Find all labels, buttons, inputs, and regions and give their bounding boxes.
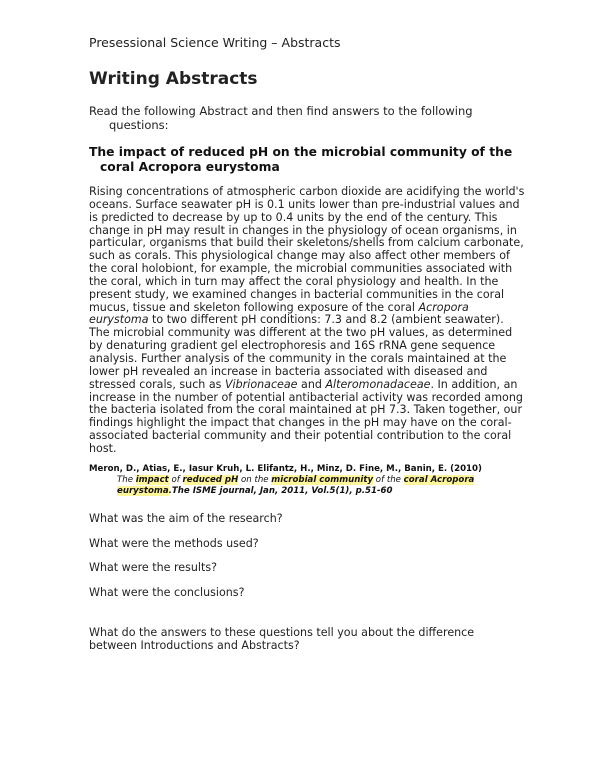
final-question bbox=[89, 626, 513, 652]
citation-text: of bbox=[168, 475, 183, 485]
abstract-text: mucus, tissue and skeleton following exposure of the coral bbox=[89, 300, 419, 314]
abstract-text: stressed corals, such as bbox=[89, 377, 225, 391]
reference-citation-line-1 bbox=[89, 475, 519, 486]
question-aim: What was the aim of the research? bbox=[89, 512, 283, 525]
family-name: Alteromonadaceae bbox=[325, 377, 431, 391]
abstract-title bbox=[89, 145, 513, 174]
instructions-line-2: questions: bbox=[109, 118, 169, 132]
abstract-text: to two different pH conditions: 7.3 and 8.2 (ambient seawater). bbox=[148, 313, 504, 327]
species-name: Acropora bbox=[418, 300, 469, 314]
abstract-text: . In addition, an bbox=[430, 377, 518, 391]
reference-authors: Meron, D., Atias, E., Iasur Kruh, L. Elifantz, H., Minz, D. Fine, M., Banin, E. (2010) bbox=[89, 464, 482, 474]
running-header: Presessional Science Writing – Abstracts bbox=[89, 35, 341, 50]
abstract-body bbox=[89, 185, 525, 456]
abstract-title-line-1: The impact of reduced pH on the microbial community of the bbox=[89, 145, 513, 159]
family-name: Vibrionaceae bbox=[224, 377, 298, 391]
citation-text: on the bbox=[238, 475, 272, 485]
abstract-line: is predicted to decrease by up to 0.4 units by the end of the century. This bbox=[89, 210, 498, 224]
citation-text: of the bbox=[373, 475, 404, 485]
question-conclusions: What were the conclusions? bbox=[89, 586, 245, 599]
abstract-line: the bacteria isolated from the coral maintained at pH 7.3. Taken together, our bbox=[89, 403, 523, 417]
highlighted-keyword: eurystoma bbox=[117, 486, 169, 496]
abstract-line: host. bbox=[89, 441, 117, 455]
species-name: eurystoma bbox=[89, 313, 149, 327]
highlighted-keyword: coral Acropora bbox=[403, 475, 475, 485]
abstract-line: the coral holobiont, for example, the microbial communities associated with bbox=[89, 262, 513, 276]
abstract-line: The microbial community was different at the two pH values, as determined bbox=[89, 326, 513, 340]
citation-journal: .The ISME journal, Jan, 2011, Vol.5(1), p.51-60 bbox=[168, 486, 393, 496]
abstract-line: by denaturing gradient gel electrophoresis and 16S rRNA gene sequence bbox=[89, 339, 496, 353]
page-title: Writing Abstracts bbox=[89, 69, 258, 89]
question-results: What were the results? bbox=[89, 561, 218, 574]
instructions bbox=[89, 104, 513, 132]
abstract-title-line-2: coral Acropora eurystoma bbox=[100, 159, 280, 174]
highlighted-keyword: microbial community bbox=[271, 475, 374, 485]
abstract-line: analysis. Further analysis of the community in the corals maintained at the bbox=[89, 351, 507, 365]
abstract-line: increase in the number of potential antibacterial activity was recorded among bbox=[89, 390, 523, 404]
final-question-line-2: between Introductions and Abstracts? bbox=[89, 639, 300, 652]
reference bbox=[89, 464, 519, 497]
abstract-line: particular, organisms that build their skeletons/shells from calcium carbonate, bbox=[89, 236, 524, 250]
abstract-line: change in pH may result in changes in the physiology of ocean organisms, in bbox=[89, 223, 517, 237]
highlighted-keyword: reduced pH bbox=[182, 475, 239, 485]
instructions-line-1: Read the following Abstract and then find answers to the following bbox=[89, 104, 473, 118]
abstract-line: Rising concentrations of atmospheric carbon dioxide are acidifying the world's bbox=[89, 185, 525, 198]
abstract-line: such as corals. This physiological change may also affect other members of bbox=[89, 249, 510, 263]
abstract-line: lower pH revealed an increase in bacteria associated with diseased and bbox=[89, 364, 488, 378]
final-question-line-1: What do the answers to these questions tell you about the difference bbox=[89, 626, 475, 639]
abstract-line: findings highlight the impact that changes in the pH may have on the coral- bbox=[89, 416, 512, 430]
citation-text: The bbox=[117, 475, 136, 485]
highlighted-keyword: impact bbox=[135, 475, 169, 485]
abstract-text: and bbox=[297, 377, 326, 391]
abstract-line bbox=[89, 379, 519, 392]
question-methods: What were the methods used? bbox=[89, 537, 259, 550]
abstract-line: the coral, which in turn may affect the coral physiology and health. In the bbox=[89, 274, 499, 288]
abstract-line: oceans. Surface seawater pH is 0.1 units lower than pre-industrial values and bbox=[89, 197, 520, 211]
reference-citation-line-2 bbox=[89, 486, 519, 497]
abstract-line: present study, we examined changes in bacterial communities in the coral bbox=[89, 287, 505, 301]
abstract-line: associated bacterial community and their potential contribution to the coral bbox=[89, 429, 512, 443]
